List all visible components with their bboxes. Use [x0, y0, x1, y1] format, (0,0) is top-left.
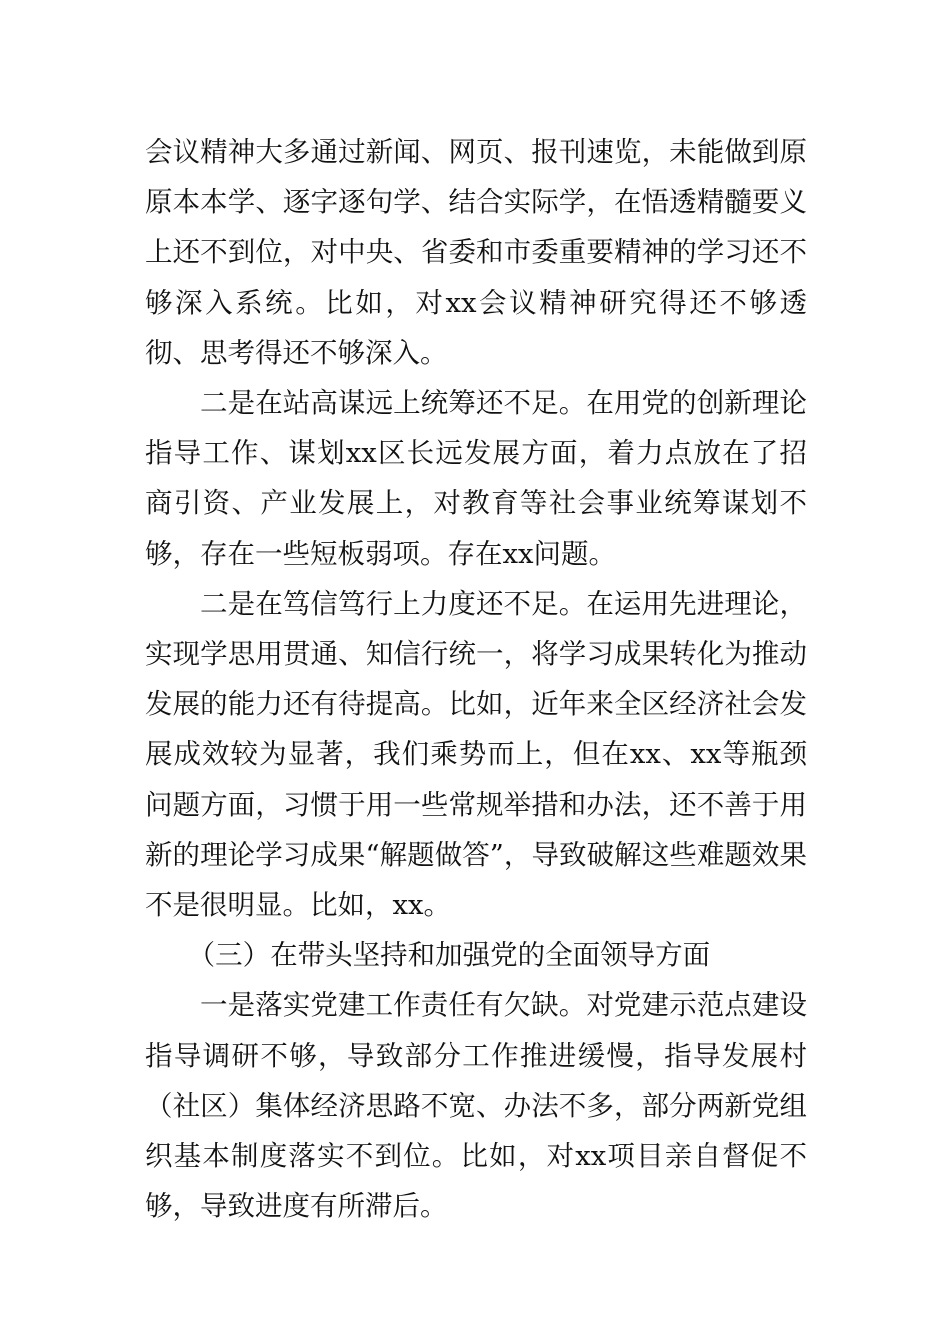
paragraph-strategic-planning: 二是在站高谋远上统筹还不足。在用党的创新理论指导工作、谋划xx区长远发展方面，着力点放在了招商引资、产业发展上，对教育等社会事业统筹谋划不够，存在一些短板弱项。存在xx问题。: [145, 387, 807, 570]
section-heading-party-leadership: （三）在带头坚持和加强党的全面领导方面: [187, 939, 711, 972]
paragraph-party-building-responsibility: 一是落实党建工作责任有欠缺。对党建示范点建设指导调研不够，导致部分工作推进缓慢，指导发展村（社区）集体经济思路不宽、办法不多，部分两新党组织基本制度落实不到位。比如，对xx项目亲自督促不够，导致进度有所滞后。: [145, 989, 807, 1223]
paragraph-faith-and-practice: 二是在笃信笃行上力度还不足。在运用先进理论，实现学思用贯通、知信行统一，将学习成果转化为推动发展的能力还有待提高。比如，近年来全区经济社会发展成效较为显著，我们乘势而上，但在xx、xx等瓶颈问题方面，习惯于用一些常规举措和办法，还不善于用新的理论学习成果“解题做答”，导致破解这些难题效果不是很明显。比如，xx。: [145, 587, 807, 922]
paragraph-continuation: 会议精神大多通过新闻、网页、报刊速览，未能做到原原本本学、逐字逐句学、结合实际学，在悟透精髓要义上还不到位，对中央、省委和市委重要精神的学习还不够深入系统。比如，对xx会议精神研究得还不够透彻、思考得还不够深入。: [145, 136, 807, 369]
document-body: [145, 127, 807, 1231]
